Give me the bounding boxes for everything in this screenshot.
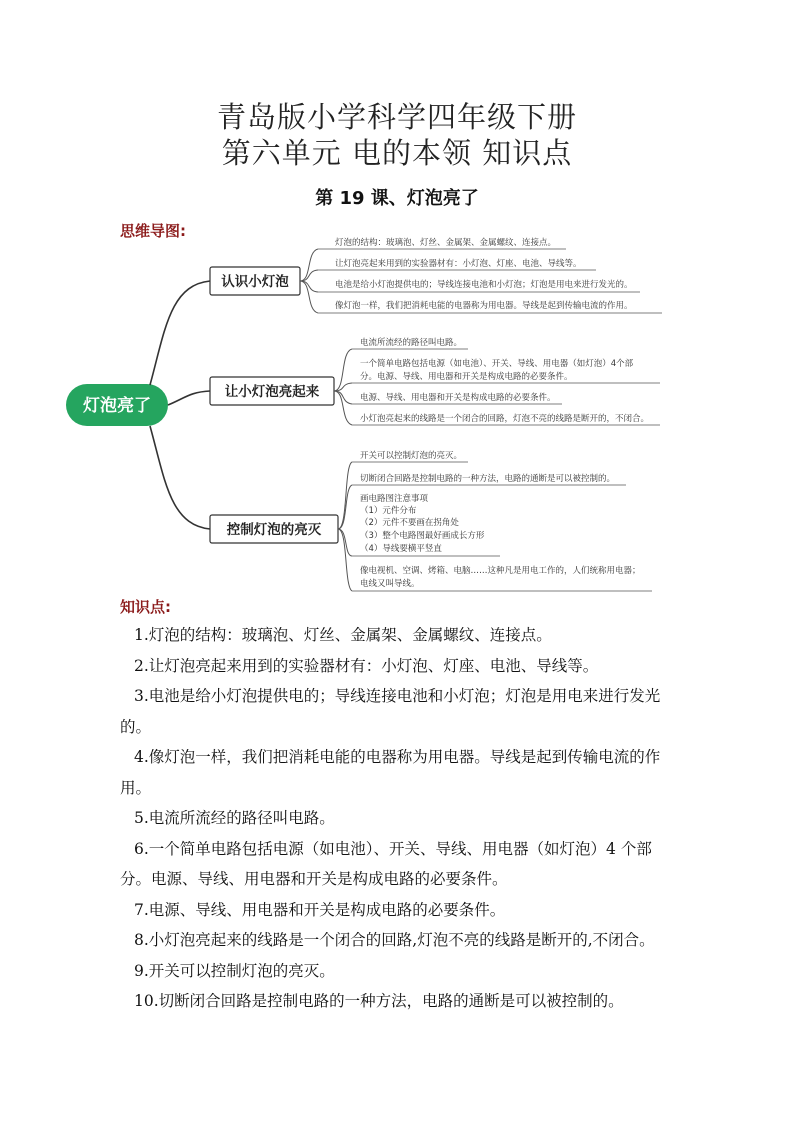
mindmap-leaf: 像电视机、空调、烤箱、电脑……这种凡是用电工作的，人们统称用电器； — [360, 566, 641, 576]
root-label: 灯泡亮了 — [83, 396, 151, 416]
branch-light-bulb — [210, 337, 660, 425]
mindmap-leaf: 分。电源、导线、用电器和开关是构成电路的必要条件。 — [360, 372, 573, 382]
mindmap-label: 思维导图: — [120, 222, 186, 240]
knowledge-point: 3.电池是给小灯泡提供电的；导线连接电池和小灯泡；灯泡是用电来进行发光的。 — [120, 687, 661, 736]
mindmap-leaf: 电线又叫导线。 — [360, 579, 420, 589]
mindmap-leaf: 小灯泡亮起来的线路是一个闭合的回路，灯泡不亮的线路是断开的，不闭合。 — [360, 414, 650, 424]
mindmap-leaf: 开关可以控制灯泡的亮灭。 — [360, 451, 463, 461]
knowledge-point: 9.开关可以控制灯泡的亮灭。 — [134, 961, 335, 980]
branch-label: 控制灯泡的亮灭 — [226, 522, 322, 538]
mindmap-root — [66, 384, 168, 426]
mindmap-leaf: 电流所流经的路径叫电路。 — [360, 338, 463, 348]
mindmap-leaf: 画电路图注意事项 — [360, 494, 429, 504]
branch-recognize-bulb — [210, 237, 662, 313]
mindmap-leaf: （4）导线要横平竖直 — [360, 544, 442, 554]
knowledge-point: 10.切断闭合回路是控制电路的一种方法，电路的通断是可以被控制的。 — [134, 992, 624, 1010]
mindmap-leaf: 电池是给小灯泡提供电的；导线连接电池和小灯泡；灯泡是用电来进行发光的。 — [335, 280, 633, 290]
mindmap-leaf: 让灯泡亮起来用到的实验器材有：小灯泡、灯座、电池、导线等。 — [335, 259, 582, 269]
knowledge-point: 4.像灯泡一样，我们把消耗电能的电器称为用电器。导线是起到传输电流的作用。 — [120, 748, 661, 797]
branch-control-bulb — [210, 450, 652, 591]
mindmap-leaf: （2）元件不要画在拐角处 — [360, 518, 459, 528]
knowledge-points-list — [120, 620, 680, 1017]
knowledge-points-label: 知识点: — [120, 598, 171, 616]
branch-label: 认识小灯泡 — [221, 274, 289, 290]
mindmap-leaf: 电源、导线、用电器和开关是构成电路的必要条件。 — [360, 393, 556, 403]
mindmap-leaf: （1）元件分布 — [360, 506, 417, 516]
knowledge-point: 6.一个简单电路包括电源（如电池）、开关、导线、用电器（如灯泡）4 个部分。电源、导线、用电器和开关是构成电路的必要条件。 — [120, 839, 652, 888]
mindmap-leaf: 一个简单电路包括电源（如电池）、开关、导线、用电器（如灯泡）4个部 — [360, 359, 634, 369]
knowledge-point: 8.小灯泡亮起来的线路是一个闭合的回路,灯泡不亮的线路是断开的,不闭合。 — [134, 931, 655, 949]
document-title-line1: 青岛版小学科学四年级下册 — [216, 100, 577, 134]
mindmap-leaf: （3）整个电路图最好画成长方形 — [360, 531, 485, 541]
knowledge-point: 5.电流所流经的路径叫电路。 — [134, 809, 335, 827]
branch-label: 让小灯泡亮起来 — [224, 384, 320, 400]
lesson-title: 第 19 课、灯泡亮了 — [315, 188, 479, 209]
knowledge-point: 7.电源、导线、用电器和开关是构成电路的必要条件。 — [134, 900, 506, 919]
knowledge-point: 1.灯泡的结构：玻璃泡、灯丝、金属架、金属螺纹、连接点。 — [134, 626, 552, 644]
mindmap-leaf: 灯泡的结构：玻璃泡、灯丝、金属架、金属螺纹、连接点。 — [335, 238, 557, 248]
knowledge-point: 2.让灯泡亮起来用到的实验器材有：小灯泡、灯座、电池、导线等。 — [134, 656, 599, 675]
document-title-line2: 第六单元 电的本领 知识点 — [221, 136, 573, 170]
mindmap-leaf: 像灯泡一样，我们把消耗电能的电器称为用电器。导线是起到传输电流的作用。 — [335, 301, 633, 311]
mindmap-leaf: 切断闭合回路是控制电路的一种方法，电路的通断是可以被控制的。 — [360, 474, 616, 484]
